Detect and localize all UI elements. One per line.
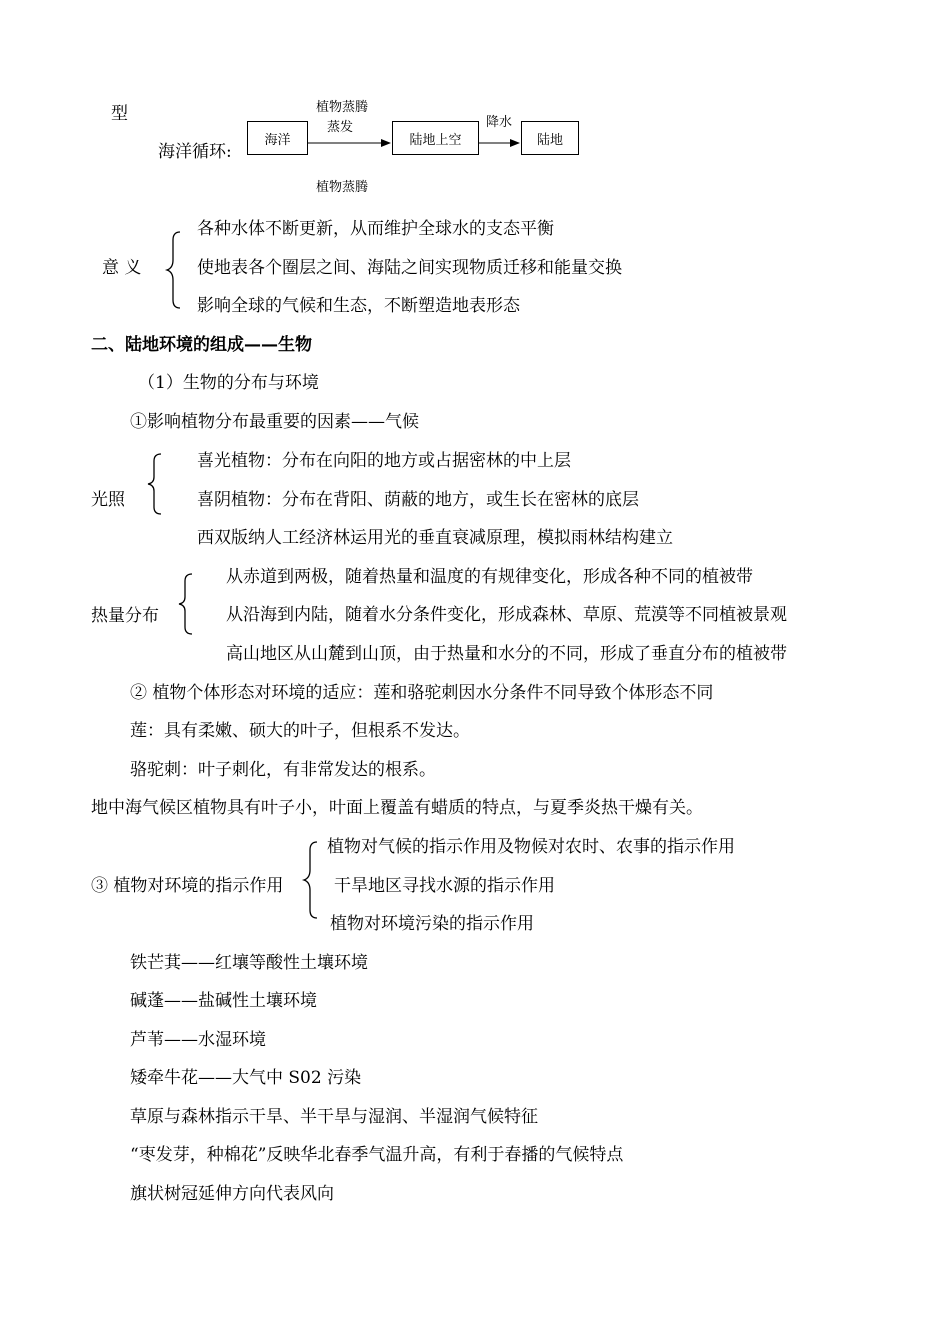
significance-label: 意 义 bbox=[102, 258, 142, 278]
light-brace bbox=[147, 452, 163, 516]
mediterranean-text: 地中海气候区植物具有叶子小，叶面上覆盖有蜡质的特点，与夏季炎热干燥有关。 bbox=[91, 798, 703, 818]
arrow2-label: 降水 bbox=[486, 115, 513, 130]
heat-label: 热量分布 bbox=[91, 606, 159, 626]
box-land-sky: 陆地上空 bbox=[392, 121, 479, 155]
light-item-2: 喜阴植物：分布在背阳、荫蔽的地方，或生长在密林的底层 bbox=[197, 490, 639, 510]
example-1: 铁芒萁——红壤等酸性土壤环境 bbox=[130, 953, 368, 973]
indicator-item-3: 植物对环境污染的指示作用 bbox=[330, 914, 534, 934]
significance-item-2: 使地表各个圈层之间、海陆之间实现物质迁移和能量交换 bbox=[197, 258, 622, 278]
bottom-label: 植物蒸腾 bbox=[316, 180, 369, 195]
arrow1-label-top: 植物蒸腾 bbox=[316, 100, 369, 115]
light-note: 西双版纳人工经济林运用光的垂直衰减原理，模拟雨林结构建立 bbox=[197, 528, 673, 548]
example-7: 旗状树冠延伸方向代表风向 bbox=[130, 1184, 334, 1204]
example-2: 碱蓬——盐碱性土壤环境 bbox=[130, 991, 317, 1011]
heat-item-2: 从沿海到内陆，随着水分条件变化，形成森林、草原、荒漠等不同植被景观 bbox=[226, 605, 787, 625]
point-2: ② 植物个体形态对环境的适应：莲和骆驼刺因水分条件不同导致个体形态不同 bbox=[130, 683, 714, 703]
box-ocean: 海洋 bbox=[247, 121, 308, 155]
significance-brace bbox=[166, 230, 182, 310]
example-4: 矮牵牛花——大气中 S02 污染 bbox=[130, 1068, 362, 1088]
heat-item-1: 从赤道到两极，随着热量和温度的有规律变化，形成各种不同的植被带 bbox=[226, 567, 753, 587]
indicator-item-1: 植物对气候的指示作用及物候对农时、农事的指示作用 bbox=[327, 837, 735, 857]
lotus-text: 莲：具有柔嫩、硕大的叶子，但根系不发达。 bbox=[130, 721, 470, 741]
ocean-cycle-label: 海洋循环: bbox=[158, 142, 232, 162]
heat-brace bbox=[178, 572, 194, 636]
significance-item-3: 影响全球的气候和生态，不断塑造地表形态 bbox=[197, 296, 520, 316]
type-char: 型 bbox=[111, 104, 128, 124]
camelthorn-text: 骆驼刺：叶子刺化，有非常发达的根系。 bbox=[130, 760, 436, 780]
example-3: 芦苇——水湿环境 bbox=[130, 1030, 266, 1050]
diagram-arrows bbox=[0, 0, 950, 200]
subheading-1: （1）生物的分布与环境 bbox=[138, 373, 319, 393]
box-land: 陆地 bbox=[521, 121, 579, 155]
significance-item-1: 各种水体不断更新，从而维护全球水的支态平衡 bbox=[197, 219, 554, 239]
example-5: 草原与森林指示干旱、半干旱与湿润、半湿润气候特征 bbox=[130, 1107, 538, 1127]
light-label: 光照 bbox=[91, 490, 125, 510]
indicator-label: ③ 植物对环境的指示作用 bbox=[91, 876, 284, 896]
light-item-1: 喜光植物：分布在向阳的地方或占据密林的中上层 bbox=[197, 451, 571, 471]
arrow1-label-bottom: 蒸发 bbox=[327, 120, 354, 135]
section-heading: 二、陆地环境的组成——生物 bbox=[91, 335, 312, 355]
indicator-item-2: 干旱地区寻找水源的指示作用 bbox=[334, 876, 555, 896]
indicator-brace bbox=[303, 840, 319, 920]
point-1: ①影响植物分布最重要的因素——气候 bbox=[130, 412, 419, 432]
heat-item-3: 高山地区从山麓到山顶，由于热量和水分的不同，形成了垂直分布的植被带 bbox=[226, 644, 787, 664]
example-6: “枣发芽，种棉花”反映华北春季气温升高，有利于春播的气候特点 bbox=[130, 1145, 624, 1165]
